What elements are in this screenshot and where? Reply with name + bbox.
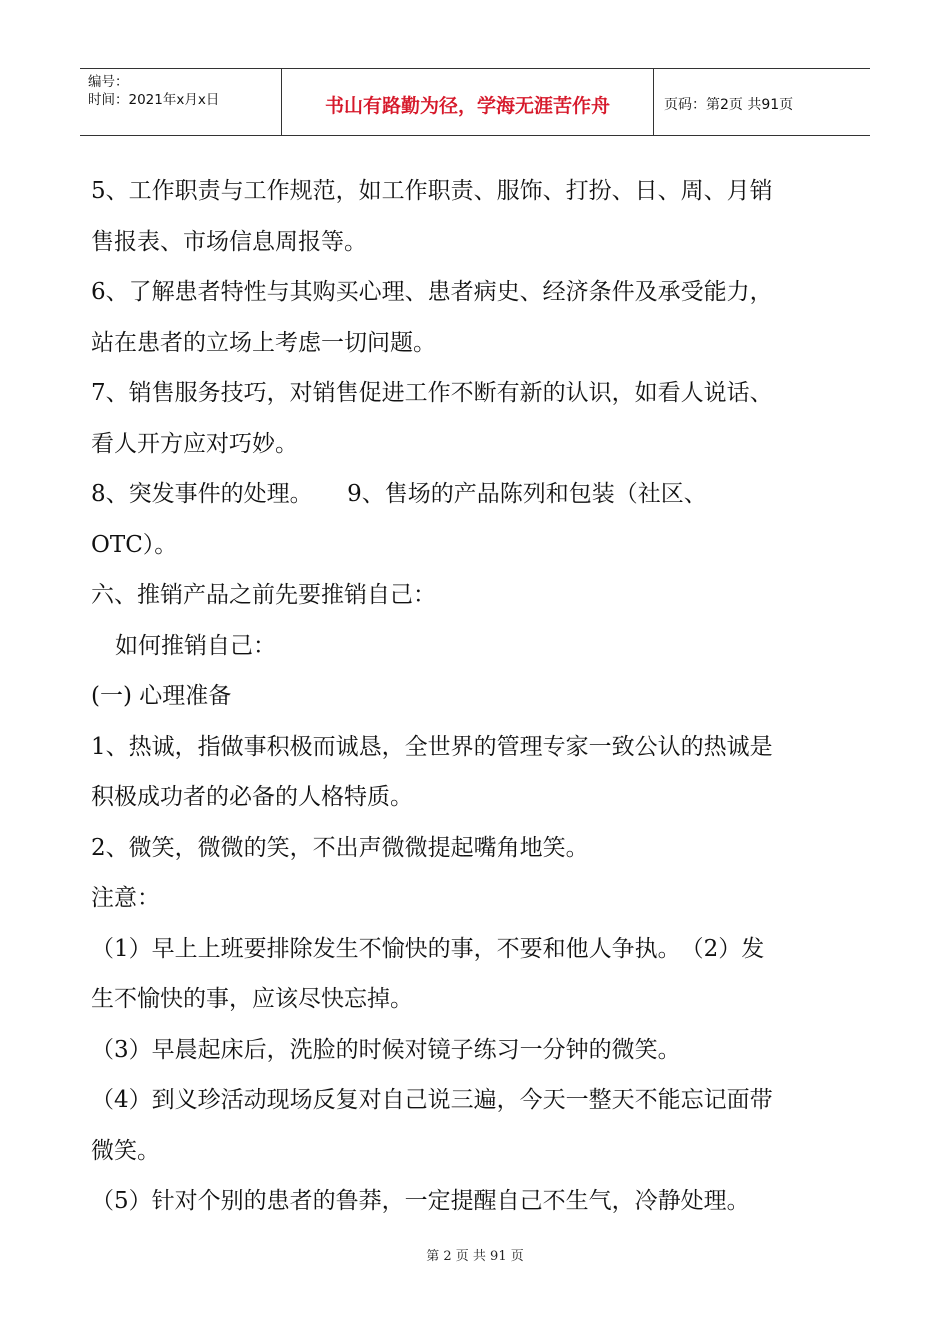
body-line: 7、销售服务技巧，对销售促进工作不断有新的认识，如看人说话、 [91,380,773,406]
section-heading: 六、推销产品之前先要推销自己： [91,582,436,608]
page-footer: 第 2 页 共 91 页 [426,1249,524,1264]
header-motto: 书山有路勤为径，学海无涯苦作舟 [282,69,654,135]
body-line: （4）到义珍活动现场反复对自己说三遍，今天一整天不能忘记面带 [91,1087,773,1113]
body-line: 6、了解患者特性与其购买心理、患者病史、经济条件及承受能力， [91,279,773,305]
document-body [91,166,871,1227]
body-line: 站在患者的立场上考虑一切问题。 [91,329,436,356]
body-line: 看人开方应对巧妙。 [91,430,298,457]
document-number-label: 编号： [88,74,129,90]
note-label: 注意： [91,885,160,911]
header-table [80,68,870,136]
body-line: （3）早晨起床后，洗脸的时候对镜子练习一分钟的微笑。 [91,1036,681,1063]
body-line: 微笑。 [91,1137,160,1164]
subsection-heading: (一) 心理准备 [91,683,232,709]
body-line: 8、突发事件的处理。 9、售场的产品陈列和包装（社区、 [91,481,707,507]
body-line: 2、微笑，微微的笑，不出声微微提起嘴角地笑。 [91,834,589,861]
body-line: 售报表、市场信息周报等。 [91,228,367,255]
header-page-info: 页码：第2页 共91页 [664,97,794,113]
body-line: （1）早上上班要排除发生不愉快的事，不要和他人争执。 （2）发 [91,935,765,962]
header-meta-cell [80,69,282,135]
subheading: 如何推销自己： [115,632,276,659]
body-line: 积极成功者的必备的人格特质。 [91,784,413,810]
document-date: 时间：2021年x月x日 [88,92,220,108]
body-line: （5）针对个别的患者的鲁莽，一定提醒自己不生气，冷静处理。 [91,1188,750,1214]
body-line: 生不愉快的事，应该尽快忘掉。 [91,986,413,1012]
body-line: 1、热诚，指做事积极而诚恳，全世界的管理专家一致公认的热诚是 [91,733,773,760]
body-line: 5、工作职责与工作规范，如工作职责、服饰、打扮、日、周、月销 [91,178,773,204]
body-line: OTC）。 [91,531,178,558]
